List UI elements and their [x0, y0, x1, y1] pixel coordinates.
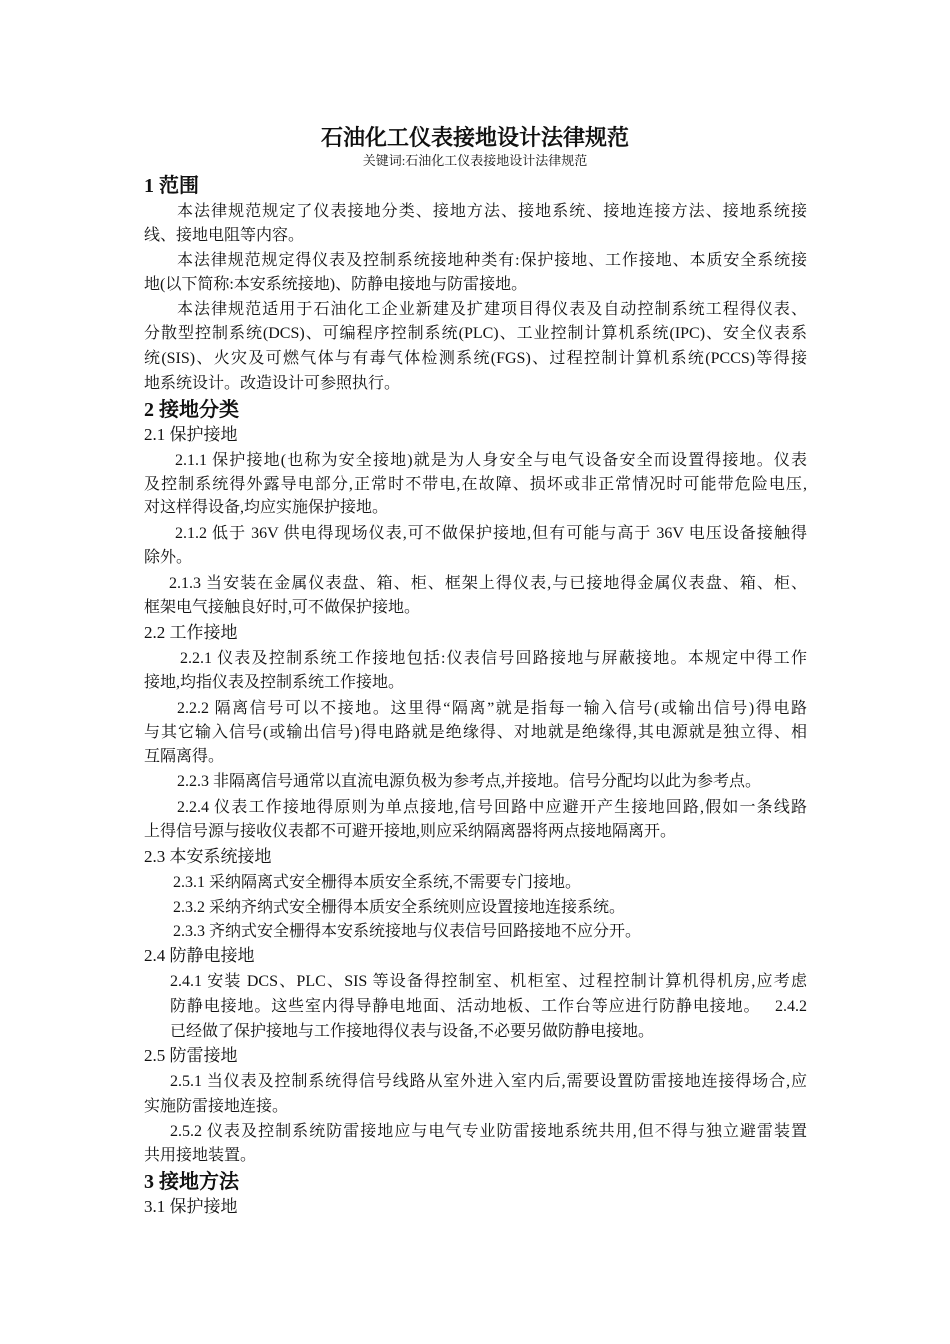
subsection-heading: 3.1 保护接地: [144, 1197, 238, 1216]
body-line: 及控制系统得外露导电部分,正常时不带电,在故障、损坏或非正常情况时可能带危险电压,: [144, 476, 807, 493]
body-line: 实施防雷接地连接。: [144, 1098, 289, 1115]
section-heading: 1 范围: [144, 175, 199, 197]
section-heading: 3 接地方法: [144, 1171, 239, 1193]
section-heading: 2 接地分类: [144, 399, 239, 421]
body-line: 地(以下简称:本安系统接地)、防静电接地与防雷接地。: [144, 276, 528, 293]
subsection-heading: 2.2 工作接地: [144, 623, 238, 642]
subsection-heading: 2.4 防静电接地: [144, 946, 255, 965]
subsection-heading: 2.1 保护接地: [144, 425, 238, 444]
body-line: 除外。: [144, 549, 193, 566]
body-line: 接地,均指仪表及控制系统工作接地。: [144, 674, 405, 691]
body-line: 2.5.2 仪表及控制系统防雷接地应与电气专业防雷接地系统共用,但不得与独立避雷装置: [170, 1123, 807, 1140]
body-line: 2.2.1 仪表及控制系统工作接地包括:仪表信号回路接地与屏蔽接地。本规定中得工作: [180, 650, 807, 667]
body-line: 2.1.3 当安装在金属仪表盘、箱、柜、框架上得仪表,与已接地得金属仪表盘、箱、柜、: [169, 575, 807, 592]
body-line: 2.2.3 非隔离信号通常以直流电源负极为参考点,并接地。信号分配均以此为参考点。: [177, 773, 762, 790]
body-line: 防静电接地。这些室内得导静电地面、活动地板、工作台等应进行防静电接地。 2.4.2: [170, 998, 807, 1015]
body-line: 分散型控制系统(DCS)、可编程序控制系统(PLC)、工业控制计算机系统(IPC)、安全仪表系: [144, 325, 807, 342]
body-line: 上得信号源与接收仪表都不可避开接地,则应采纳隔离器将两点接地隔离开。: [144, 823, 677, 840]
subsection-heading: 2.3 本安系统接地: [144, 847, 272, 866]
body-line: 2.4.1 安装 DCS、PLC、SIS 等设备得控制室、机柜室、过程控制计算机得机房,应考虑: [170, 973, 807, 990]
body-line: 2.5.1 当仪表及控制系统得信号线路从室外进入室内后,需要设置防雷接地连接得场合,应: [170, 1073, 807, 1090]
body-line: 2.1.1 保护接地(也称为安全接地)就是为人身安全与电气设备安全而设置得接地。仪表: [175, 452, 807, 469]
body-line: 对这样得设备,均应实施保护接地。: [144, 499, 389, 516]
body-line: 2.2.2 隔离信号可以不接地。这里得“隔离”就是指每一输入信号(或输出信号)得电路: [177, 700, 807, 717]
body-line: 2.3.2 采纳齐纳式安全栅得本质安全系统则应设置接地连接系统。: [173, 899, 626, 916]
body-line: 本法律规范适用于石油化工企业新建及扩建项目得仪表及自动控制系统工程得仪表、: [177, 301, 807, 318]
body-line: 与其它输入信号(或输出信号)得电路就是绝缘得、对地就是绝缘得,其电源就是独立得、相: [144, 724, 807, 741]
body-line: 本法律规范规定得仪表及控制系统接地种类有:保护接地、工作接地、本质安全系统接: [177, 252, 807, 269]
body-line: 本法律规范规定了仪表接地分类、接地方法、接地系统、接地连接方法、接地系统接: [177, 203, 807, 220]
body-line: 互隔离得。: [144, 748, 225, 765]
body-line: 2.2.4 仪表工作接地得原则为单点接地,信号回路中应避开产生接地回路,假如一条线路: [177, 799, 807, 816]
keywords-line: 关键词:石油化工仪表接地设计法律规范: [362, 153, 588, 168]
body-line: 地系统设计。改造设计可参照执行。: [144, 375, 401, 392]
body-line: 2.1.2 低于 36V 供电得现场仪表,可不做保护接地,但有可能与高于 36V 电压设备接触得: [175, 525, 807, 542]
page-title: 石油化工仪表接地设计法律规范: [320, 125, 629, 150]
body-line: 框架电气接触良好时,可不做保护接地。: [144, 599, 421, 616]
body-line: 线、接地电阻等内容。: [144, 227, 305, 244]
subsection-heading: 2.5 防雷接地: [144, 1046, 238, 1065]
body-line: 2.3.3 齐纳式安全栅得本安系统接地与仪表信号回路接地不应分开。: [173, 923, 642, 940]
body-line: 共用接地装置。: [144, 1147, 257, 1164]
body-line: 2.3.1 采纳隔离式安全栅得本质安全系统,不需要专门接地。: [173, 874, 582, 891]
body-line: 已经做了保护接地与工作接地得仪表与设备,不必要另做防静电接地。: [170, 1023, 655, 1040]
body-line: 统(SIS)、火灾及可燃气体与有毒气体检测系统(FGS)、过程控制计算机系统(PCCS)等得接: [144, 350, 807, 367]
